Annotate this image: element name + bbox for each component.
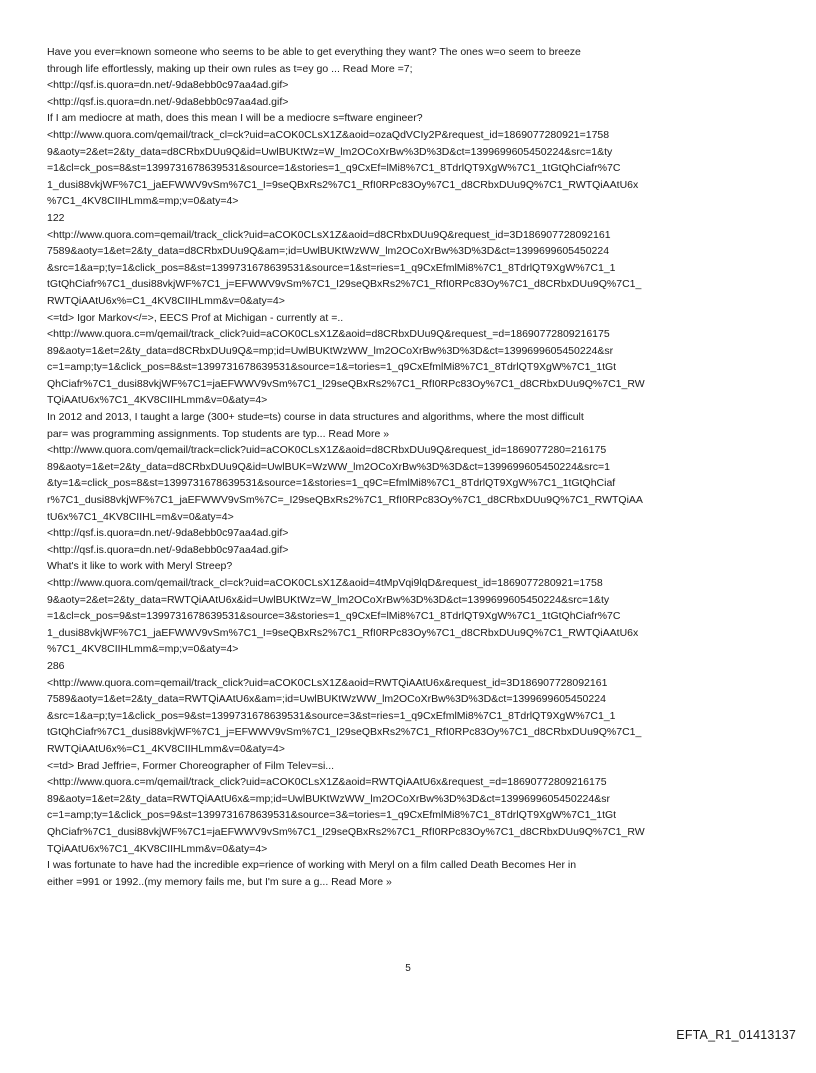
text-line: <http://www.quora.com/qemail/track_cl=ck?uid=aCOK0CLsX1Z&aoid=4tMpVqi9lqD&request_id=1869077280921=1758 — [47, 577, 603, 589]
text-line: c=1=amp;ty=1&click_pos=8&st=1399731678639531&source=1&=tories=1_q9CxEfmlMi8%7C1_8TdrlQT9XgW%7C1_1tGt — [47, 361, 617, 374]
text-line: 7589&aoty=1&et=2&ty_data=d8CRbxDUu9Q&am=;id=UwlBUKtWzWW_lm2OCoXrBw%3D%3D&ct=1399699605450224 — [47, 245, 610, 258]
text-line: tGtQhCiafr%7C1_dusi88vkjWF%7C1_j=EFWWV9vSm%7C1_I29seQBxRs2%7C1_RfI0RPc83Oy%7C1_d8CRbxDUu9Q%7C1_ — [47, 278, 642, 291]
text-line: 9&aoty=2&et=2&ty_data=d8CRbxDUu9Q&id=UwlBUKtWz=W_lm2OCoXrBw%3D%3D&ct=1399699605450224&src=1&ty — [47, 145, 613, 158]
text-line: <http://qsf.is.quora=dn.net/-9da8ebb0c97aa4ad.gif> — [47, 527, 289, 540]
text-line: 9&aoty=2&et=2&ty_data=RWTQiAAtU6x&id=UwlBUKtWz=W_lm2OCoXrBw%3D%3D&ct=1399699605450224&src=1&ty — [47, 593, 610, 606]
text-line: QhCiafr%7C1_dusi88vkjWF%7C1=jaEFWWV9vSm%7C1_I29seQBxRs2%7C1_RfI0RPc83Oy%7C1_d8CRbxDUu9Q%7C1_RW — [47, 825, 645, 838]
text-line: QhCiafr%7C1_dusi88vkjWF%7C1=jaEFWWV9vSm%7C1_I29seQBxRs2%7C1_RfI0RPc83Oy%7C1_d8CRbxDUu9Q%7C1_RW — [47, 377, 645, 390]
text-line: either =991 or 1992..(my memory fails me, but I'm sure a g... Read More » — [47, 875, 392, 888]
text-line: 89&aoty=1&et=2&ty_data=d8CRbxDUu9Q&=mp;id=UwlBUKtWzWW_lm2OCoXrBw%3D%3D&ct=1399699605450224&sr — [47, 344, 614, 357]
text-line: 89&aoty=1&et=2&ty_data=d8CRbxDUu9Q&id=UwlBUK=WzWW_lm2OCoXrBw%3D%3D&ct=1399699605450224&src=1 — [47, 460, 610, 473]
text-line: 1_dusi88vkjWF%7C1_jaEFWWV9vSm%7C1_I=9seQBxRs2%7C1_RfI0RPc83Oy%7C1_d8CRbxDUu9Q%7C1_RWTQiAAtU6x — [47, 626, 639, 639]
text-line: &ty=1&=click_pos=8&st=1399731678639531&source=1&stories=1_q9C=EfmlMi8%7C1_8TdrlQT9XgW%7C1_1tGtQhCiaf — [47, 477, 616, 490]
text-line: RWTQiAAtU6x%=C1_4KV8CIIHLmm&v=0&aty=4> — [47, 742, 285, 755]
text-line: If I am mediocre at math, does this mean I will be a mediocre s=ftware engineer? — [47, 112, 423, 125]
text-line: <http://www.quora.com=qemail/track_click?uid=aCOK0CLsX1Z&aoid=d8CRbxDUu9Q&request_id=3D186907728092161 — [47, 228, 611, 241]
text-line: <http://www.quora.com=qemail/track_click?uid=aCOK0CLsX1Z&aoid=RWTQiAAtU6x&request_id=3D186907728092161 — [47, 676, 608, 689]
text-line: 286 — [47, 659, 65, 672]
text-line: Have you ever=known someone who seems to be able to get everything they want? The ones w=o seem to breeze — [47, 46, 581, 58]
text-line: I was fortunate to have had the incredible exp=rience of working with Meryl on a film called Death Becomes Her in — [47, 859, 577, 872]
text-line: TQiAAtU6x%7C1_4KV8CIIHLmm&v=0&aty=4> — [47, 842, 268, 855]
page-number: 5 — [405, 963, 411, 974]
text-line: <http://qsf.is.quora=dn.net/-9da8ebb0c97aa4ad.gif> — [47, 543, 289, 556]
text-line: <=td> Igor Markov</=>, EECS Prof at Michigan - currently at =.. — [47, 311, 344, 324]
text-line: <http://qsf.is.quora=dn.net/-9da8ebb0c97aa4ad.gif> — [47, 79, 289, 92]
text-line: <http://www.quora.c=m/qemail/track_click?uid=aCOK0CLsX1Z&aoid=d8CRbxDUu9Q&request_=d=18690772809216175 — [47, 328, 610, 341]
text-line: &src=1&a=p;ty=1&click_pos=8&st=1399731678639531&source=1&st=ries=1_q9CxEfmlMi8%7C1_8TdrlQT9XgW%7C1_1 — [47, 261, 616, 274]
text-line: %7C1_4KV8CIIHLmm&=mp;v=0&aty=4> — [47, 643, 239, 656]
text-line: 1_dusi88vkjWF%7C1_jaEFWWV9vSm%7C1_I=9seQBxRs2%7C1_RfI0RPc83Oy%7C1_d8CRbxDUu9Q%7C1_RWTQiAAtU6x — [47, 178, 639, 191]
text-line: tU6x%7C1_4KV8CIIHL=m&v=0&aty=4> — [47, 510, 234, 523]
text-line: =1&cl=ck_pos=9&st=1399731678639531&source=3&stories=1_q9CxEf=lMi8%7C1_8TdrlQT9XgW%7C1_1tGtQhCiafr%7C — [47, 610, 621, 623]
document-id: EFTA_R1_01413137 — [676, 1028, 796, 1042]
document-body — [47, 44, 777, 890]
text-line: =1&cl=ck_pos=8&st=1399731678639531&source=1&stories=1_q9CxEf=lMi8%7C1_8TdrlQT9XgW%7C1_1tGtQhCiafr%7C — [47, 162, 621, 175]
text-line: c=1=amp;ty=1&click_pos=9&st=1399731678639531&source=3&=tories=1_q9CxEfmlMi8%7C1_8TdrlQT9XgW%7C1_1tGt — [47, 809, 617, 822]
text-line: 122 — [47, 211, 65, 224]
text-line: TQiAAtU6x%7C1_4KV8CIIHLmm&v=0&aty=4> — [47, 394, 268, 407]
text-line: RWTQiAAtU6x%=C1_4KV8CIIHLmm&v=0&aty=4> — [47, 294, 285, 307]
text-line: tGtQhCiafr%7C1_dusi88vkjWF%7C1_j=EFWWV9vSm%7C1_I29seQBxRs2%7C1_RfI0RPc83Oy%7C1_d8CRbxDUu9Q%7C1_ — [47, 726, 642, 739]
text-line: <http://www.quora.c=m/qemail/track_click?uid=aCOK0CLsX1Z&aoid=RWTQiAAtU6x&request_=d=18690772809216175 — [47, 776, 607, 789]
text-line: par= was programming assignments. Top students are typ... Read More » — [47, 427, 390, 440]
text-line: In 2012 and 2013, I taught a large (300+ stude=ts) course in data structures and algorithms, where the most difficult — [47, 411, 584, 424]
text-line: %7C1_4KV8CIIHLmm&=mp;v=0&aty=4> — [47, 195, 239, 208]
text-line: <http://www.quora.com/qemail/track_cl=ck?uid=aCOK0CLsX1Z&aoid=ozaQdVCIy2P&request_id=1869077280921=1758 — [47, 128, 610, 141]
text-line: <http://www.quora.com/qemail/track=click?uid=aCOK0CLsX1Z&aoid=d8CRbxDUu9Q&request_id=1869077280=216175 — [47, 444, 607, 457]
text-line: r%7C1_dusi88vkjWF%7C1_jaEFWWV9vSm%7C=_I29seQBxRs2%7C1_RfI0RPc83Oy%7C1_d8CRbxDUu9Q%7C1_RWTQiAA — [47, 494, 643, 507]
text-line: 7589&aoty=1&et=2&ty_data=RWTQiAAtU6x&am=;id=UwlBUKtWzWW_lm2OCoXrBw%3D%3D&ct=1399699605450224 — [47, 693, 606, 706]
text-line: through life effortlessly, making up their own rules as t=ey go ... Read More =7; — [47, 62, 413, 75]
text-line: &src=1&a=p;ty=1&click_pos=9&st=1399731678639531&source=3&st=ries=1_q9CxEfmlMi8%7C1_8TdrlQT9XgW%7C1_1 — [47, 709, 616, 722]
text-line: What's it like to work with Meryl Streep? — [47, 560, 233, 573]
text-line: <http://qsf.is.quora=dn.net/-9da8ebb0c97aa4ad.gif> — [47, 95, 289, 108]
text-line: <=td> Brad Jeffrie=, Former Choreographer of Film Telev=si... — [47, 759, 335, 772]
text-line: 89&aoty=1&et=2&ty_data=RWTQiAAtU6x&=mp;id=UwlBUKtWzWW_lm2OCoXrBw%3D%3D&ct=1399699605450224&sr — [47, 792, 610, 805]
